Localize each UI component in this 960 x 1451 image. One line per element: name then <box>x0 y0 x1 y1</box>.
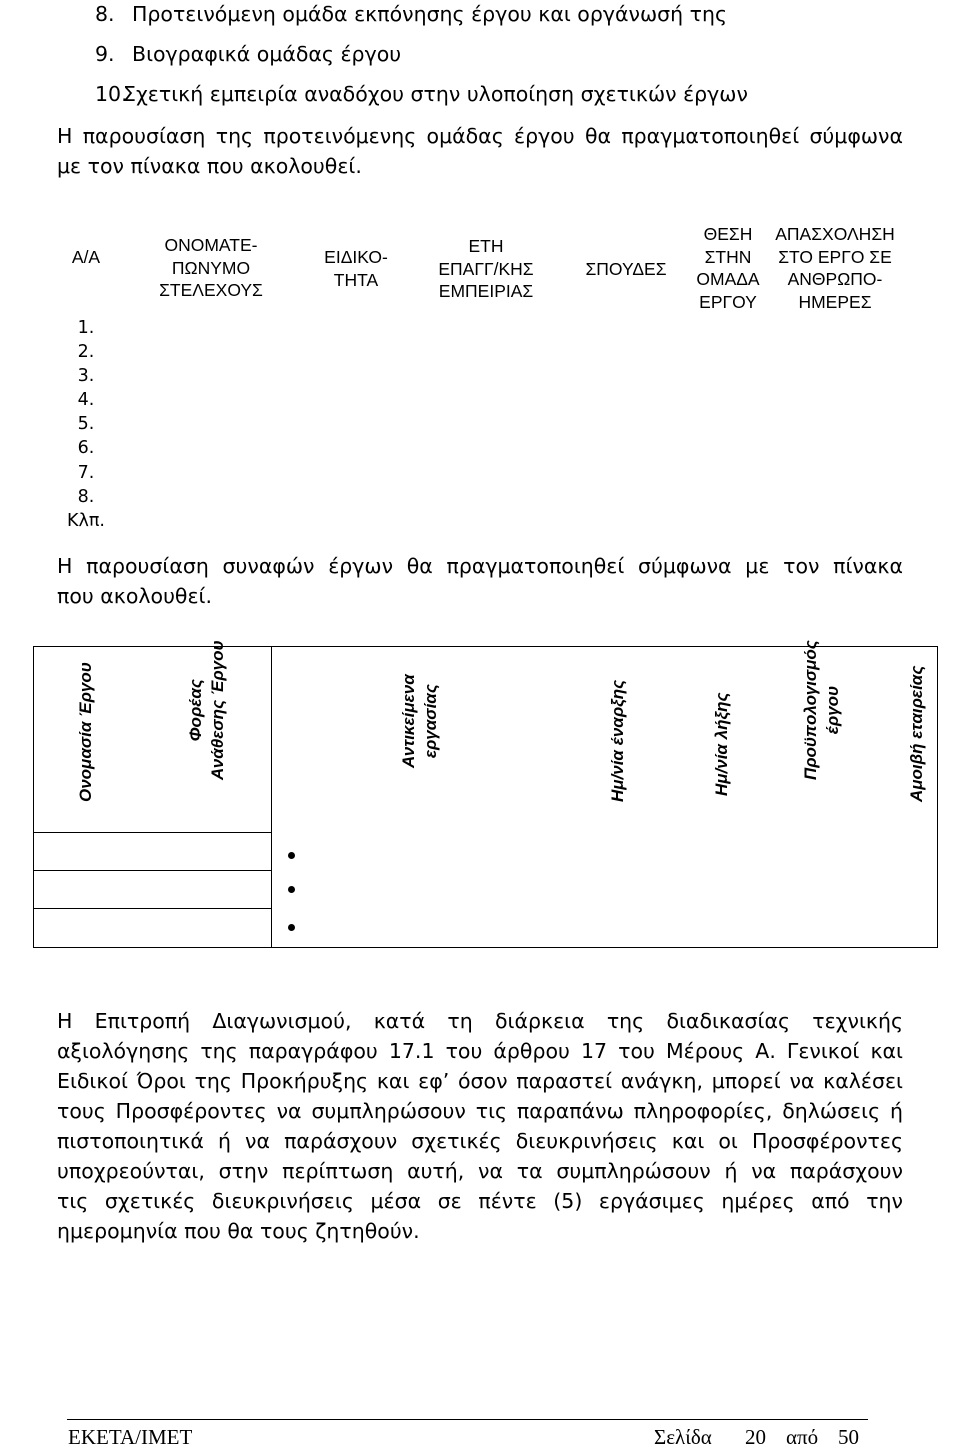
row-number: 4. <box>77 390 95 411</box>
paragraph-line: Η παρουσίαση συναφών έργων θα πραγματοποιηθεί σύμφωνα με τον πίνακα <box>57 554 903 578</box>
paragraph-line: πιστοποιητικά ή να παράσχουν σχετικές διευκρινήσεις και οι Προσφέροντες <box>57 1129 903 1153</box>
list-number: 9. <box>95 42 115 66</box>
paragraph-line: Ειδικοί Όροι της Προκήρυξης και εφ’ όσον παραστεί ανάγκη, μπορεί να καλέσει <box>57 1069 903 1093</box>
committee-paragraph <box>57 1006 903 1246</box>
list-item-10 <box>95 80 748 108</box>
projects-paragraph <box>57 551 903 611</box>
team-table <box>46 220 910 531</box>
paragraph-line: Η Επιτροπή Διαγωνισμού, κατά τη διάρκεια της διαδικασίας τεχνικής <box>57 1009 903 1033</box>
list-text: Βιογραφικά ομάδας έργου <box>132 42 402 66</box>
row-number: 1. <box>77 318 95 338</box>
projects-table: Ονομασία Έργου Φορέας Ανάθεσης Έργου Αντικείμενα εργασίας Ημ/νία έναρξης Ημ/νία λήξης Προϋπολογισμός έργου Αμοιβή εταιρείας <box>33 646 937 948</box>
paragraph-line: τους Προσφέροντες να συμπληρώσουν τις παραπάνω πληροφορίες, δηλώσεις ή <box>57 1099 903 1123</box>
column-header: ΕΤΗ ΕΠΑΓΓ/ΚΗΣ ΕΜΠΕΙΡΙΑΣ <box>438 236 534 301</box>
bullet-icon <box>288 924 295 931</box>
team-col-occupation <box>760 220 910 523</box>
row-number: 6. <box>77 438 95 459</box>
list-item-9 <box>95 40 402 68</box>
bullet-icon <box>288 852 295 859</box>
paragraph-line: που ακολουθεί. <box>57 584 213 608</box>
column-header: ΣΠΟΥΔΕΣ <box>585 259 667 279</box>
list-text: Σχετική εμπειρία αναδόχου στην υλοποίηση σχετικών έργων <box>123 82 748 106</box>
intro-paragraph <box>57 121 903 181</box>
column-header: ΑΠΑΣΧΟΛΗΣΗ ΣΤΟ ΕΡΓΟ ΣΕ ΑΝΘΡΩΠΟ- ΗΜΕΡΕΣ <box>775 224 895 312</box>
row-numbers <box>46 316 126 533</box>
team-col-specialty <box>301 220 411 523</box>
column-header: ΘΕΣΗ ΣΤΗΝ ΟΜΑΔΑ ΕΡΓΟΥ <box>696 224 760 312</box>
paragraph-line: τις σχετικές διευκρινήσεις μέσα σε πέντε (5) εργάσιμες ημέρες από την <box>57 1189 903 1213</box>
column-header: ΕΙΔΙΚΟ- ΤΗΤΑ <box>324 247 388 290</box>
list-text: Προτεινόμενη ομάδα εκπόνησης έργου και οργάνωσή της <box>132 2 727 26</box>
paragraph-line: υποχρεούνται, στην περίπτωση αυτή, να τα συμπληρώσουν ή να παράσχουν <box>57 1159 903 1183</box>
team-col-aa <box>46 220 126 531</box>
row-number: 8. <box>77 486 95 507</box>
row-number: 5. <box>77 414 95 435</box>
footer-total-pages: 50 <box>838 1425 859 1449</box>
row-number: 2. <box>77 342 95 363</box>
footer-organization: ΕΚΕΤΑ/ΙΜΕΤ <box>68 1425 193 1449</box>
team-col-experience <box>416 220 556 523</box>
column-header: Α/Α <box>71 247 101 267</box>
list-item-8 <box>95 0 727 28</box>
row-number: Κλπ. <box>67 510 105 531</box>
footer-of-label: από <box>786 1425 819 1449</box>
list-number: 8. <box>95 2 115 26</box>
row-number: 3. <box>77 366 95 387</box>
paragraph-line: με τον πίνακα που ακολουθεί. <box>57 154 362 178</box>
footer-page-label: Σελίδα <box>654 1425 712 1449</box>
team-col-name <box>136 220 286 523</box>
footer-page-number: 20 <box>745 1425 766 1449</box>
paragraph-line: αξιολόγησης της παραγράφου 17.1 του άρθρου 17 του Μέρους Α. Γενικοί και <box>57 1039 903 1063</box>
column-header: ΟΝΟΜΑΤΕ- ΠΩΝΥΜΟ ΣΤΕΛΕΧΟΥΣ <box>159 235 263 300</box>
paragraph-line: Η παρουσίαση της προτεινόμενης ομάδας έργου θα πραγματοποιηθεί σύμφωνα <box>57 124 903 148</box>
footer-rule <box>67 1419 868 1420</box>
paragraph-line: ημερομηνία που θα τους ζητηθούν. <box>57 1219 420 1243</box>
row-number: 7. <box>77 462 95 483</box>
bullet-icon <box>288 886 295 893</box>
list-number: 10. <box>95 82 128 106</box>
